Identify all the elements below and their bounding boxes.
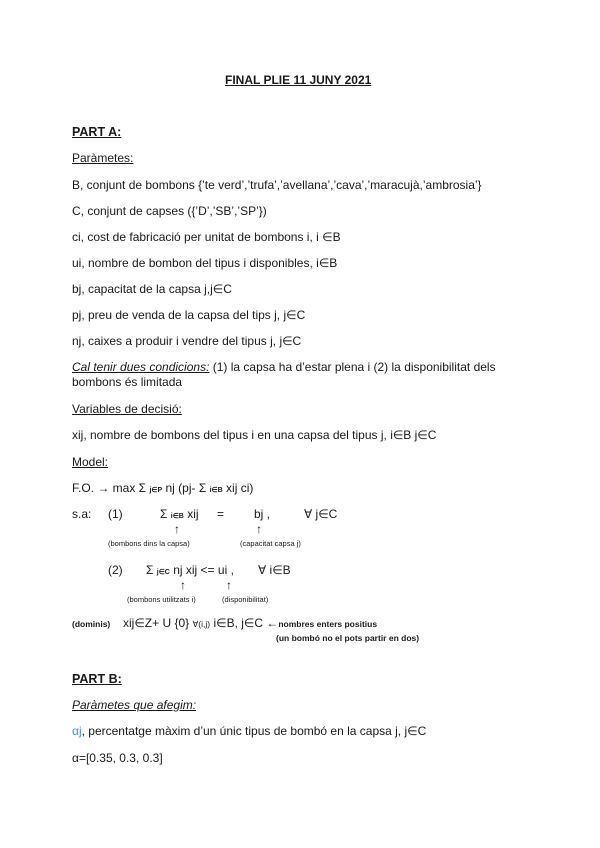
params-heading: Paràmetes:	[72, 151, 134, 165]
page-title: FINAL PLIE 11 JUNY 2021	[225, 73, 372, 87]
c2-note-1: (bombons utilitzats i)	[127, 595, 196, 604]
c1-note-2: (capacitat capsa j)	[240, 539, 301, 548]
model-heading: Model:	[72, 455, 109, 469]
alpha-symbol: αj	[72, 724, 82, 738]
c2-arrow-1: ↑	[180, 578, 186, 592]
c2-note-2: (disponibilitat)	[222, 595, 269, 604]
c2-expr	[146, 563, 234, 580]
c1-number: (1)	[108, 507, 123, 521]
domain-forall: ∀(i,j)	[192, 619, 211, 629]
alpha-description: , percentatge màxim d’un únic tipus de bombó en la capsa j, j∈C	[81, 724, 427, 738]
param-b: B, conjunt de bombons {’te verd’,’trufa’,’avellana’,’cava’,’maracujà,’ambrosia’}	[72, 178, 482, 192]
part-b-params-heading: Paràmetes que afegim:	[72, 698, 197, 712]
domain-label: (dominis)	[72, 619, 111, 629]
c1-arrow-1: ↑	[174, 522, 180, 536]
param-c: C, conjunt de capses ({’D’,’SB’,’SP’})	[72, 204, 267, 218]
c2-sigma: Σ	[146, 563, 157, 577]
domain-note-1: nombres enters positius	[278, 619, 378, 629]
objective-function	[72, 481, 253, 498]
part-b-heading: PART B:	[72, 672, 122, 686]
domain-note-2: (un bombó no el pots partir en dos)	[276, 633, 420, 643]
c1-equals: =	[217, 507, 225, 521]
var-xij: xij, nombre de bombons del tipus i en una capsa del tipus j, i∈B j∈C	[72, 428, 437, 442]
sa-label: s.a:	[72, 507, 92, 521]
c2-forall: ∀ i∈B	[258, 563, 291, 577]
c1-arrow-2: ↑	[256, 522, 262, 536]
fo-suffix: xij ci)	[222, 481, 254, 495]
param-nj: nj, caixes a produir i vendre del tipus j, j∈C	[72, 334, 302, 348]
c2-arrow-2: ↑	[226, 578, 232, 592]
c1-note-1: (bombons dins la capsa)	[108, 539, 190, 548]
domain-set: xij∈Z+ U {0}	[123, 616, 193, 630]
param-alpha	[72, 724, 426, 738]
c1-sub: i∈B	[170, 513, 184, 520]
domain-sets: i∈B, j∈C ←	[210, 616, 279, 630]
c2-number: (2)	[108, 563, 123, 577]
c1-forall: ∀ j∈C	[304, 507, 338, 521]
param-pj: pj, preu de venda de la capsa del tips j, j∈C	[72, 308, 306, 322]
fo-mid: nj (pj- Σ	[162, 481, 210, 495]
conditions-label: Cal tenir dues condicions:	[72, 360, 210, 374]
param-bj: bj, capacitat de la capsa j,j∈C	[72, 282, 232, 296]
vars-heading: Variables de decisió:	[72, 402, 182, 416]
part-a-heading: PART A:	[72, 125, 122, 139]
conditions-line-2: bombons és limitada	[72, 375, 183, 389]
domain-expr	[123, 616, 377, 630]
conditions-line-1	[72, 360, 496, 374]
fo-prefix: F.O. → max Σ	[72, 481, 150, 495]
c2-sub: j∈C	[156, 569, 170, 576]
fo-sub-1: j∈P	[149, 487, 163, 494]
c1-rhs: bj ,	[254, 507, 271, 521]
param-ui: ui, nombre de bombon del tipus i disponibles, i∈B	[72, 256, 338, 270]
c1-sigma: Σ	[160, 507, 171, 521]
param-ci: ci, cost de fabricació per unitat de bombons i, i ∈B	[72, 230, 341, 244]
c1-xij: xij	[183, 507, 199, 521]
fo-sub-2: i∈B	[209, 487, 223, 494]
c2-lhs: nj xij <= ui ,	[169, 563, 234, 577]
alpha-values: α=[0.35, 0.3, 0.3]	[72, 751, 163, 765]
conditions-text: (1) la capsa ha d’estar plena i (2) la disponibilitat dels	[209, 360, 496, 374]
